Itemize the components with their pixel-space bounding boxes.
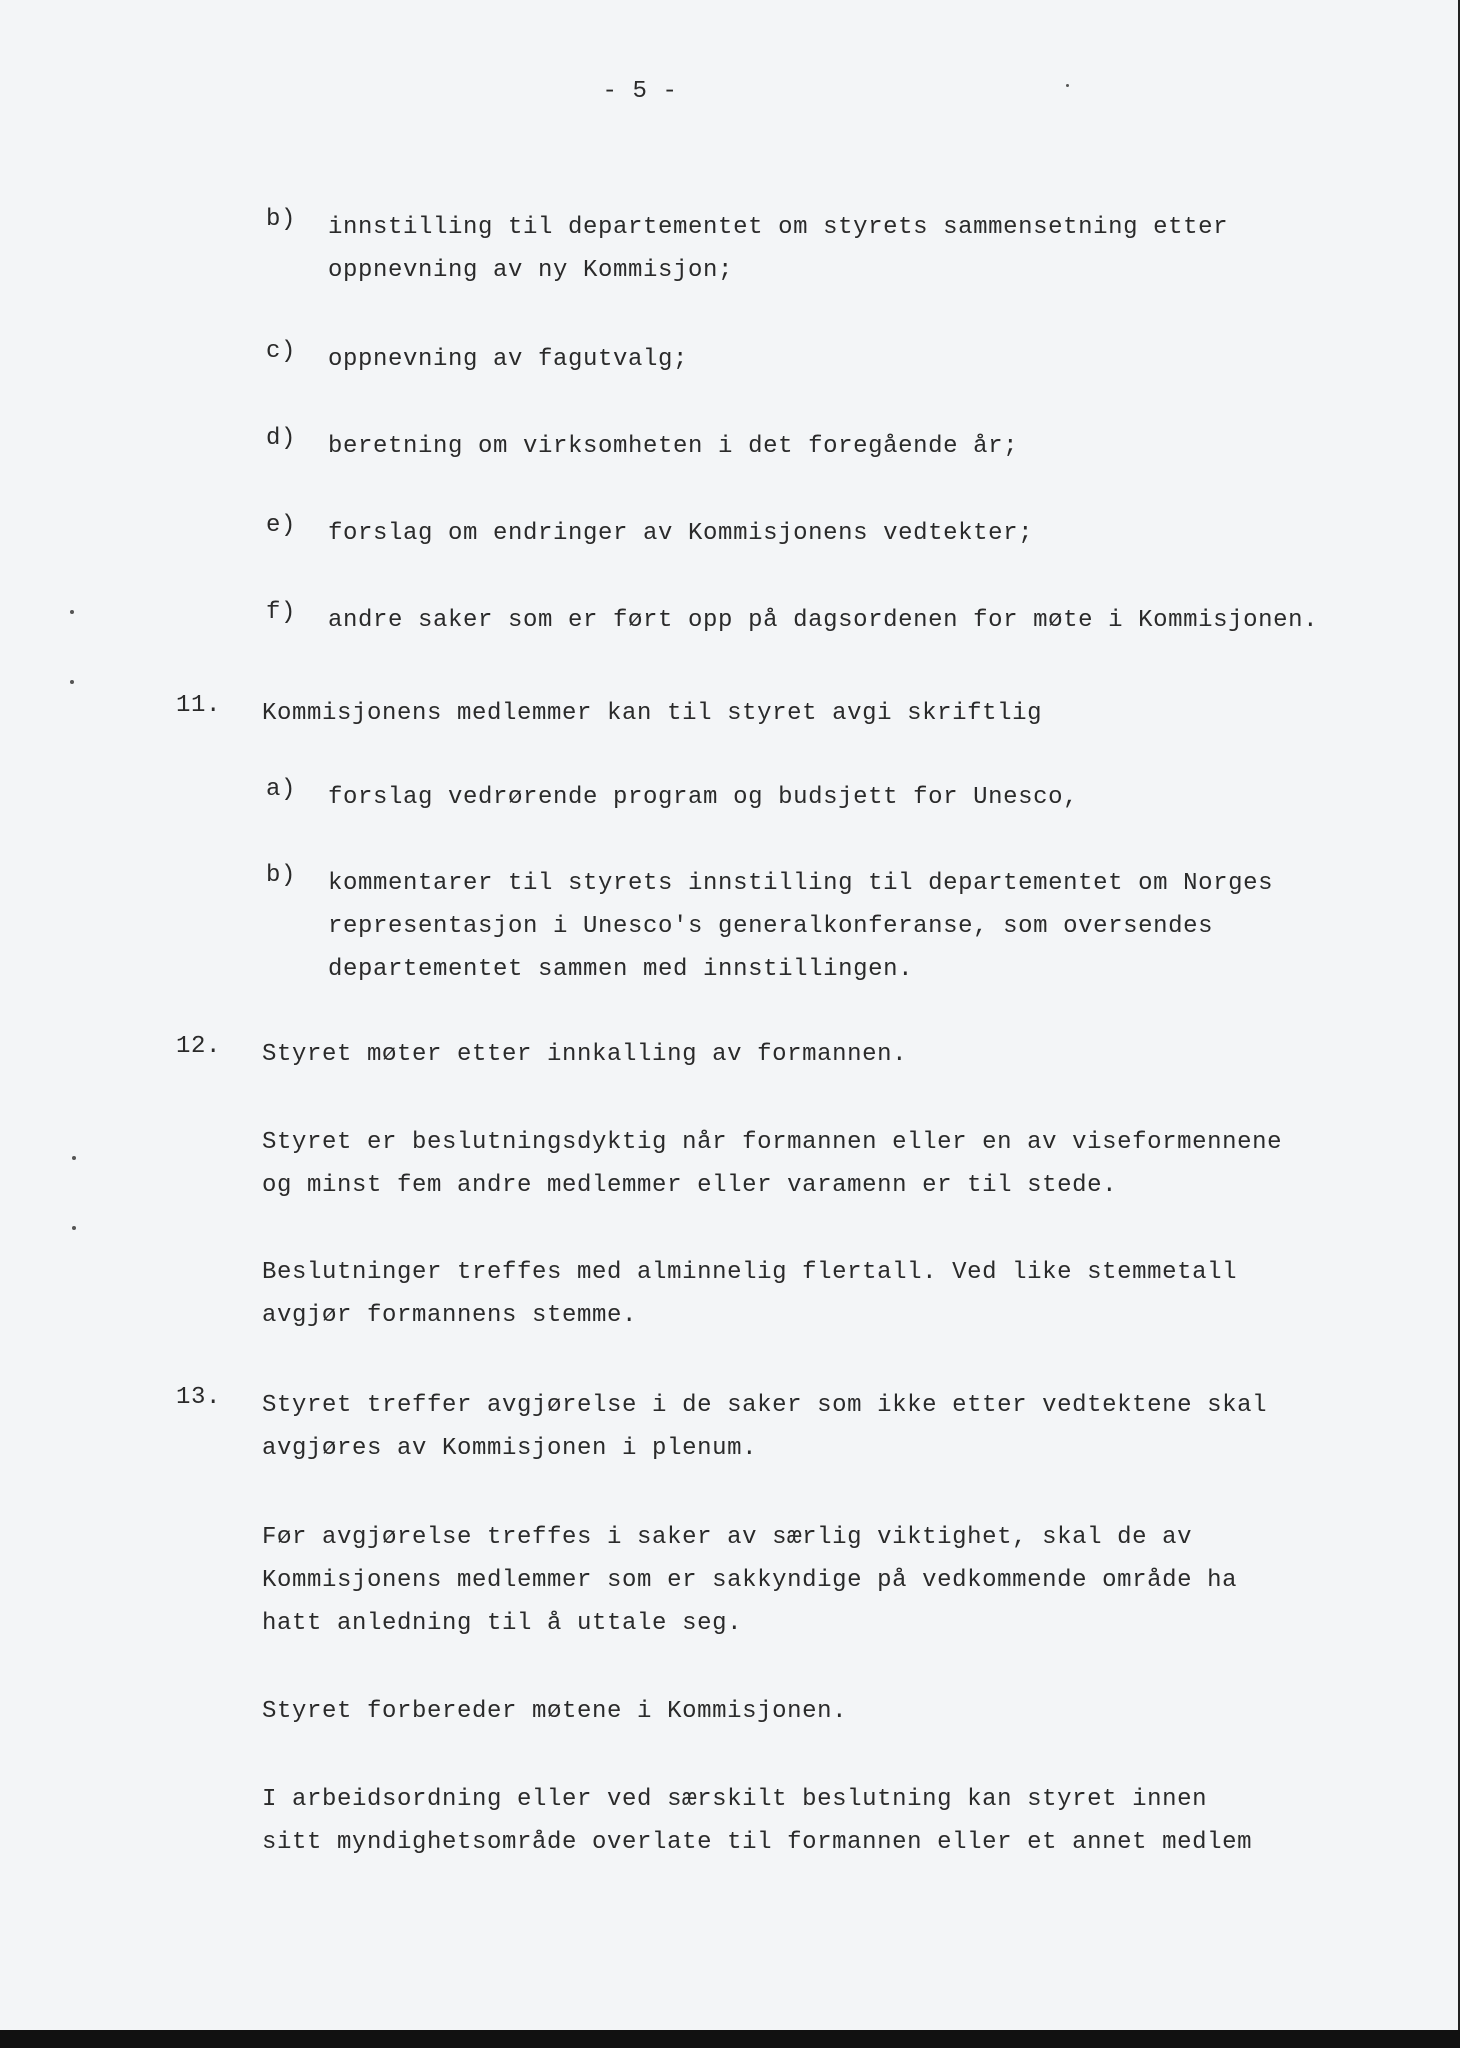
section-12-number: 12. (176, 1033, 222, 1060)
section-11-text: Kommisjonens medlemmer kan til styret avgi skriftlig (262, 700, 1043, 727)
scan-speck (72, 1226, 76, 1230)
section-11-marker-a: a) (266, 776, 297, 803)
section-13-paragraph-1 (262, 1384, 1267, 1470)
section-12-paragraph-1 (262, 1033, 907, 1076)
section-12-paragraph-3 (262, 1251, 1237, 1337)
scan-speck (70, 610, 74, 614)
scan-speck (72, 1156, 76, 1160)
scan-speck (1066, 84, 1069, 87)
section-11-item-b-line-2: representasjon i Unesco's generalkonferanse, som oversendes (328, 913, 1214, 940)
section-12-p2-line-2: og minst fem andre medlemmer eller varamenn er til stede. (262, 1172, 1118, 1199)
section-11-number: 11. (176, 692, 222, 719)
item-d-line-1: beretning om virksomheten i det foregående år; (328, 433, 1019, 460)
section-11-marker-b: b) (266, 862, 297, 889)
item-e-line-1: forslag om endringer av Kommisjonens vedtekter; (328, 520, 1034, 547)
section-11-item-a-line-1: forslag vedrørende program og budsjett for Unesco, (328, 784, 1079, 811)
item-f-text (328, 599, 1318, 642)
item-b-text (328, 206, 1228, 292)
section-13-paragraph-3 (262, 1690, 847, 1733)
section-13-p1-line-2: avgjøres av Kommisjonen i plenum. (262, 1435, 758, 1462)
item-marker-f: f) (266, 599, 297, 626)
section-13-paragraph-4 (262, 1778, 1252, 1864)
item-marker-b: b) (266, 206, 297, 233)
item-b-line-2: oppnevning av ny Kommisjon; (328, 257, 734, 284)
section-12-paragraph-2 (262, 1121, 1282, 1207)
section-13-p2-line-2: Kommisjonens medlemmer som er sakkyndige på vedkommende område ha (262, 1567, 1238, 1594)
item-c-text (328, 338, 688, 381)
section-13-p2-line-3: hatt anledning til å uttale seg. (262, 1610, 743, 1637)
item-e-text (328, 512, 1033, 555)
section-13-p1-line-1: Styret treffer avgjørelse i de saker som ikke etter vedtektene skal (262, 1392, 1268, 1419)
section-13-p4-line-2: sitt myndighetsområde overlate til formannen eller et annet medlem (262, 1829, 1253, 1856)
item-marker-e: e) (266, 512, 297, 539)
item-marker-d: d) (266, 425, 297, 452)
scan-speck (70, 680, 74, 684)
section-11-item-b-line-1: kommentarer til styrets innstilling til departementet om Norges (328, 870, 1274, 897)
item-d-text (328, 425, 1018, 468)
item-c-line-1: oppnevning av fagutvalg; (328, 346, 689, 373)
section-12-p3-line-2: avgjør formannens stemme. (262, 1302, 638, 1329)
item-f-line-1: andre saker som er ført opp på dagsordenen for møte i Kommisjonen. (328, 607, 1319, 634)
section-12-p1-line-1: Styret møter etter innkalling av formannen. (262, 1041, 908, 1068)
section-11-item-b-text (328, 862, 1273, 991)
section-11-item-a-text (328, 776, 1078, 819)
section-11-item-b-line-3: departementet sammen med innstillingen. (328, 956, 914, 983)
item-b-line-1: innstilling til departementet om styrets sammensetning etter (328, 214, 1229, 241)
section-13-p3-line-1: Styret forbereder møtene i Kommisjonen. (262, 1698, 848, 1725)
item-marker-c: c) (266, 338, 297, 365)
section-12-p3-line-1: Beslutninger treffes med alminnelig flertall. Ved like stemmetall (262, 1259, 1238, 1286)
section-12-p2-line-1: Styret er beslutningsdyktig når formannen eller en av viseformennene (262, 1129, 1283, 1156)
section-13-p2-line-1: Før avgjørelse treffes i saker av særlig viktighet, skal de av (262, 1524, 1193, 1551)
section-13-number: 13. (176, 1384, 222, 1411)
section-13-p4-line-1: I arbeidsordning eller ved særskilt beslutning kan styret innen (262, 1786, 1208, 1813)
section-13-paragraph-2 (262, 1516, 1237, 1645)
page-number: - 5 - (602, 78, 678, 105)
